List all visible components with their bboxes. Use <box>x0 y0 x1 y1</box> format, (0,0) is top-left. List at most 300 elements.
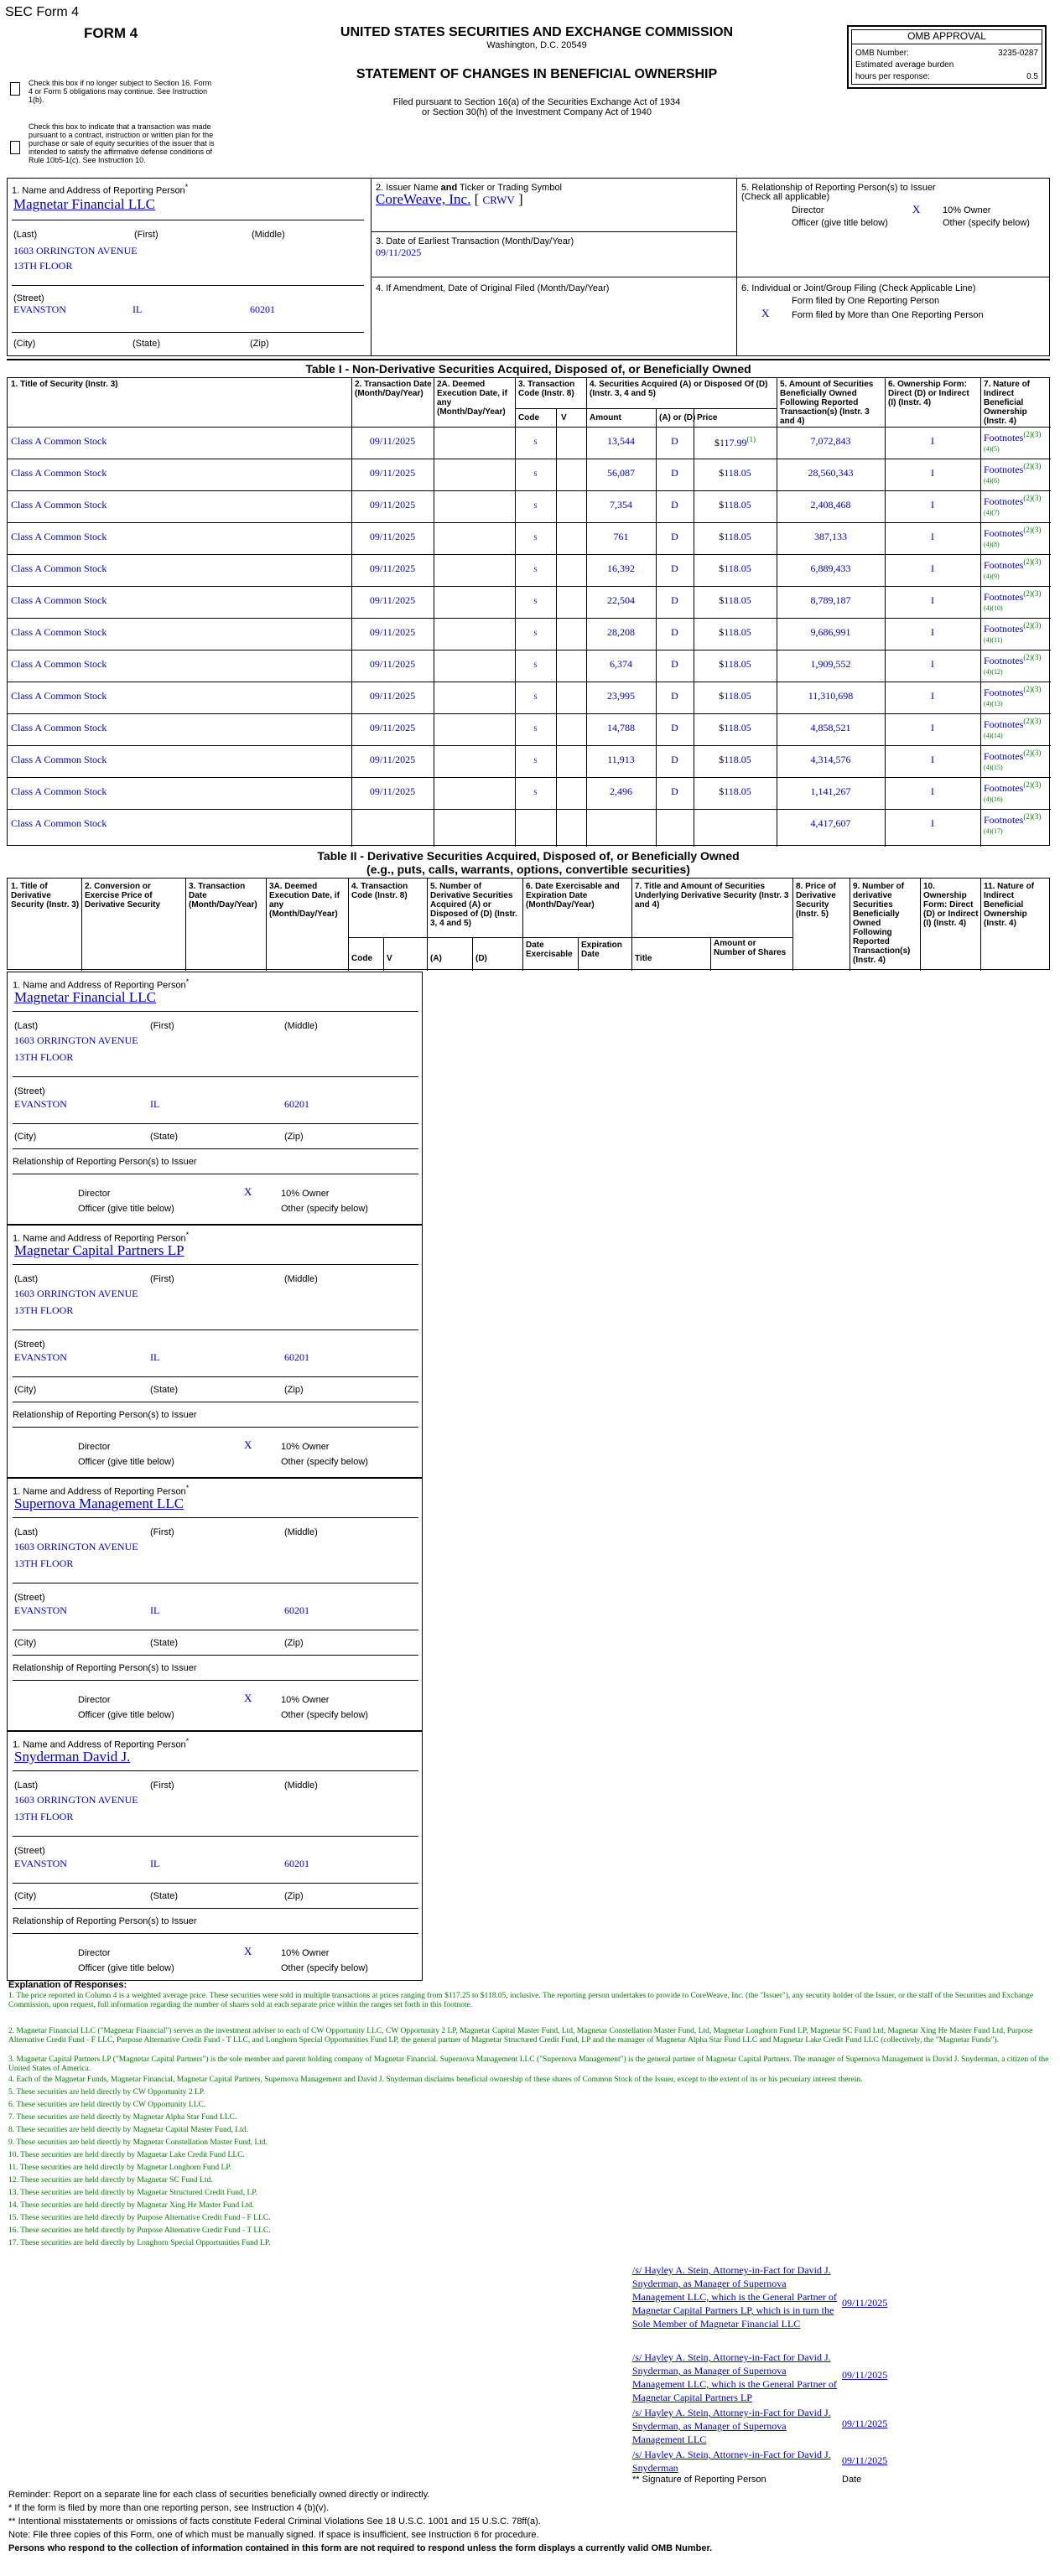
row-owned: 4,858,521 <box>810 722 851 733</box>
ten-pct-check: X <box>244 1692 252 1704</box>
row-owned: 2,408,468 <box>810 499 851 511</box>
row-price: $118.05 <box>719 531 751 542</box>
person-street2: 13TH FLOOR <box>14 1811 74 1822</box>
earliest-date: 09/11/2025 <box>376 246 422 258</box>
row-title: Class A Common Stock <box>11 594 107 606</box>
omb-approval-box <box>847 25 1047 89</box>
row-nature: Footnotes$^{(2)(3)}$ <box>984 685 1042 698</box>
row-date: 09/11/2025 <box>369 562 416 574</box>
row-price: $118.05 <box>719 722 751 733</box>
signature-date[interactable]: 09/11/2025 <box>842 2418 888 2429</box>
person-zip: 60201 <box>284 1604 309 1616</box>
row-date: 09/11/2025 <box>369 690 416 702</box>
first-label: (First) <box>150 1021 174 1031</box>
row-owned: 28,560,343 <box>808 467 854 479</box>
more-person-label: Form filed by More than One Reporting Person <box>792 310 984 320</box>
table2 <box>7 878 1050 970</box>
person-name[interactable]: Magnetar Financial LLC <box>14 989 157 1005</box>
state-label: (State) <box>150 1385 179 1395</box>
person-name[interactable]: Supernova Management LLC <box>14 1495 184 1511</box>
row-owned: 11,310,698 <box>808 690 854 702</box>
page-header: SEC Form 4 <box>5 5 80 19</box>
last-label: (Last) <box>14 1780 39 1791</box>
row-nature: Footnotes$^{(2)(3)}$ <box>984 621 1042 635</box>
table2-title-1: Table II - Derivative Securities Acquired, Disposed of, or Beneficially Owned <box>317 849 740 863</box>
row-date: 09/11/2025 <box>369 594 416 606</box>
row-nature: Footnotes$^{(2)(3)}$ <box>984 717 1042 730</box>
section5-label: 5. Relationship of Reporting Person(s) to Issuer <box>741 183 936 193</box>
row-nature-footnote: (4)(11) <box>984 636 1003 644</box>
th-date: 2. Transaction Date (Month/Day/Year) <box>355 380 432 398</box>
section1-label: 1. Name and Address of Reporting Person* <box>12 183 189 196</box>
zip-label: (Zip) <box>250 339 269 349</box>
reporting-person-block <box>7 1478 423 1731</box>
person-label: 1. Name and Address of Reporting Person* <box>13 1737 190 1750</box>
footnote: 9. These securities are held directly by Magnetar Constellation Master Fund, Ltd. <box>8 2138 268 2147</box>
zip: 60201 <box>250 303 275 315</box>
row-date: 09/11/2025 <box>369 531 416 542</box>
person-street1: 1603 ORRINGTON AVENUE <box>14 1541 138 1552</box>
th-nature: 7. Nature of Indirect Beneficial Ownership (Instr. 4) <box>984 380 1031 426</box>
section5-sub: (Check all applicable) <box>741 192 830 202</box>
agency-name: UNITED STATES SECURITIES AND EXCHANGE COMMISSION <box>340 25 734 39</box>
middle-label: (Middle) <box>284 1527 318 1537</box>
person-city: EVANSTON <box>14 1858 67 1869</box>
row-date: 09/11/2025 <box>369 435 416 447</box>
person-label: 1. Name and Address of Reporting Person* <box>13 1484 190 1497</box>
row-amount: 7,354 <box>610 499 632 511</box>
rule10b5-text: Check this box to indicate that a transaction was made pursuant to a contract, instruction or written plan for the purchase or sale of equity securities of the issuer that is intended to satisfy the affirmative defense conditions of Rule 10b5-1(c). See Instruction 10. <box>29 122 215 164</box>
row-amount: 2,496 <box>610 785 632 797</box>
row-price: $118.05 <box>719 626 751 638</box>
row-ad: D <box>671 531 678 542</box>
city-label: (City) <box>14 1132 37 1142</box>
row-amount: 761 <box>613 531 629 542</box>
row-form: I <box>931 722 934 733</box>
row-ad: D <box>671 754 678 765</box>
row-code: s <box>533 499 538 511</box>
ten-pct-check: X <box>244 1438 252 1451</box>
row-form: I <box>931 626 934 638</box>
ten-pct-check: X <box>244 1185 252 1198</box>
row-price: $117.99$^{(1)}$ <box>714 435 756 448</box>
person-state: IL <box>150 1604 160 1616</box>
explanation-title: Explanation of Responses: <box>8 1980 127 1990</box>
reminder-line: ** Intentional misstatements or omissions of facts constitute Federal Criminal Violations See 18 U.S.C. 1001 and 15 U.S.C. 78ff(a). <box>8 2516 541 2527</box>
last-label: (Last) <box>14 1527 39 1537</box>
street-label: (Street) <box>14 1593 45 1603</box>
row-code: s <box>533 690 538 702</box>
section16-text: Check this box if no longer subject to Section 16. Form 4 or Form 5 obligations may continue. See Instruction 1(b). <box>29 79 212 104</box>
th-deemed: 2A. Deemed Execution Date, if any (Month/Day/Year) <box>437 380 507 417</box>
row-title: Class A Common Stock <box>11 467 107 479</box>
th2-amt-sub: Amount or Number of Shares <box>714 939 787 957</box>
section16-checkbox[interactable] <box>10 82 20 96</box>
state-label: (State) <box>132 339 161 349</box>
row-price: $118.05 <box>719 754 751 765</box>
statement-title: STATEMENT OF CHANGES IN BENEFICIAL OWNERSHIP <box>356 67 718 81</box>
section6-label: 6. Individual or Joint/Group Filing (Check Applicable Line) <box>741 283 976 293</box>
row-nature-footnote: (4)(7) <box>984 509 1000 516</box>
person-street1: 1603 ORRINGTON AVENUE <box>14 1794 138 1806</box>
state: IL <box>132 303 143 315</box>
issuer-name[interactable]: CoreWeave, Inc. <box>376 191 471 207</box>
row-owned: 6,889,433 <box>810 562 851 574</box>
th2-code: 4. Transaction Code (Instr. 8) <box>351 882 408 900</box>
signature-date[interactable]: 09/11/2025 <box>842 2369 888 2381</box>
ten-pct-check: X <box>244 1945 252 1957</box>
row-date: 09/11/2025 <box>369 785 416 797</box>
state-label: (State) <box>150 1132 179 1142</box>
row-price: $118.05 <box>719 467 751 479</box>
signature-date[interactable]: 09/11/2025 <box>842 2454 888 2466</box>
row-ad: D <box>671 722 678 733</box>
row-ad: D <box>671 785 678 797</box>
footnote: 11. These securities are held directly by Magnetar Longhorn Fund LP. <box>8 2164 231 2172</box>
row-title: Class A Common Stock <box>11 785 107 797</box>
issuer-line: CoreWeave, Inc. [ CRWV ] <box>376 191 523 207</box>
footnote: 8. These securities are held directly by Magnetar Capital Master Fund, Ltd. <box>8 2126 248 2134</box>
table1-title: Table I - Non-Derivative Securities Acquired, Disposed of, or Beneficially Owned <box>305 362 751 376</box>
row-nature-footnote: (4)(6) <box>984 477 1000 485</box>
row-code: s <box>533 531 538 542</box>
street2: 13TH FLOOR <box>13 260 73 272</box>
director-label: Director <box>792 205 824 215</box>
th-owned: 5. Amount of Securities Beneficially Owned Following Reported Transaction(s) (Instr. 3 and 4) <box>780 380 874 426</box>
row-title: Class A Common Stock <box>11 722 107 733</box>
th-form: 6. Ownership Form: Direct (D) or Indirect (I) (Instr. 4) <box>888 380 969 407</box>
th-code: 3. Transaction Code (Instr. 8) <box>518 380 575 398</box>
row-nature: Footnotes$^{(2)(3)}$ <box>984 653 1042 666</box>
relationship-label: Relationship of Reporting Person(s) to Issuer <box>13 1663 197 1673</box>
person-city: EVANSTON <box>14 1351 67 1363</box>
ticker: CRWV <box>482 194 515 206</box>
middle-label: (Middle) <box>284 1780 318 1791</box>
section3-label: 3. Date of Earliest Transaction (Month/Day/Year) <box>376 236 574 246</box>
th2-underlying: 7. Title and Amount of Securities Underlying Derivative Security (Instr. 3 and 4) <box>635 882 789 910</box>
form-title: FORM 4 <box>84 25 138 41</box>
row-nature: Footnotes$^{(2)(3)}$ <box>984 589 1042 603</box>
row-title: Class A Common Stock <box>11 435 107 447</box>
more-person-check: X <box>761 307 770 319</box>
row-code: s <box>533 626 538 638</box>
th2-deemed: 3A. Deemed Execution Date, if any (Month/Day/Year) <box>269 882 340 919</box>
row-owned: 4,314,576 <box>810 754 851 765</box>
filed-pursuant-2: or Section 30(h) of the Investment Company Act of 1940 <box>422 107 652 117</box>
city: EVANSTON <box>13 303 66 315</box>
ten-pct-label: 10% Owner <box>281 1189 330 1199</box>
section4-label: 4. If Amendment, Date of Original Filed (Month/Day/Year) <box>376 283 610 293</box>
signature-date[interactable]: 09/11/2025 <box>842 2297 888 2309</box>
row-amount: 22,504 <box>607 594 635 606</box>
th2-exer-sub: Date Exercisable <box>526 941 573 959</box>
state-label: (State) <box>150 1891 179 1901</box>
date-label: Date <box>842 2475 862 2485</box>
row-title: Class A Common Stock <box>11 690 107 702</box>
row-date: 09/11/2025 <box>369 499 416 511</box>
row-title: Class A Common Stock <box>11 658 107 670</box>
ten-pct-label: 10% Owner <box>281 1695 330 1705</box>
signature-text[interactable]: /s/ Hayley A. Stein, Attorney-in-Fact for David J. Snyderman, as Manager of Supernova Management LLC, which is the General Partner of Magnetar Capital Partners LP, which is in turn the Sole Member of Magnetar Financial LLC <box>632 2264 837 2330</box>
row-nature: Footnotes$^{(2)(3)}$ <box>984 557 1042 571</box>
row-date: 09/11/2025 <box>369 658 416 670</box>
row-title: Class A Common Stock <box>11 531 107 542</box>
footnote: 17. These securities are held directly by Longhorn Special Opportunities Fund LP. <box>8 2239 271 2247</box>
th2-d-sub: (D) <box>475 954 487 963</box>
first-label: (First) <box>150 1527 174 1537</box>
row-price: $118.05 <box>719 785 751 797</box>
reminder-line: Note: File three copies of this Form, one of which must be manually signed. If space is insufficient, see Instruction 6 for procedure. <box>8 2530 539 2540</box>
other-label: Other (specify below) <box>281 1963 368 1973</box>
row-ad: D <box>671 594 678 606</box>
ten-pct-label: 10% Owner <box>943 205 991 215</box>
th2-title-sub: Title <box>635 954 652 963</box>
first-label: (First) <box>150 1780 174 1791</box>
row-code: s <box>533 594 538 606</box>
officer-label: Officer (give title below) <box>792 218 888 228</box>
agency-location: Washington, D.C. 20549 <box>486 40 587 50</box>
person-street1: 1603 ORRINGTON AVENUE <box>14 1034 138 1046</box>
row-nature-footnote: (4)(5) <box>984 445 1000 453</box>
person-label: 1. Name and Address of Reporting Person* <box>13 1231 190 1244</box>
last-label: (Last) <box>14 1274 39 1284</box>
other-label: Other (specify below) <box>281 1204 368 1214</box>
relationship-label: Relationship of Reporting Person(s) to Issuer <box>13 1410 197 1420</box>
th2-date: 3. Transaction Date (Month/Day/Year) <box>189 882 257 910</box>
row-nature: Footnotes$^{(2)(3)}$ <box>984 812 1042 826</box>
footnote: 12. These securities are held directly by Magnetar SC Fund Ltd. <box>8 2176 213 2185</box>
officer-label: Officer (give title below) <box>78 1963 174 1973</box>
row-amount: 13,544 <box>607 435 635 447</box>
th-v-sub: V <box>561 413 567 422</box>
rule10b5-checkbox[interactable] <box>10 141 20 154</box>
row-ad: D <box>671 435 678 447</box>
th-code-sub: Code <box>518 413 539 422</box>
row-form: I <box>931 499 934 511</box>
th-securities: 4. Securities Acquired (A) or Disposed Of (D) (Instr. 3, 4 and 5) <box>590 380 768 398</box>
person-street2: 13TH FLOOR <box>14 1304 74 1316</box>
row-amount: 23,995 <box>607 690 635 702</box>
row-nature-footnote: (4)(13) <box>984 700 1003 707</box>
omb-number-label: OMB Number: <box>855 49 909 58</box>
th2-form: 10. Ownership Form: Direct (D) or Indirect (I) (Instr. 4) <box>923 882 979 928</box>
person-zip: 60201 <box>284 1858 309 1869</box>
row-nature: Footnotes$^{(2)(3)}$ <box>984 526 1042 539</box>
row-price: $118.05 <box>719 499 751 511</box>
row-ad: D <box>671 562 678 574</box>
reporting-person-block <box>7 972 423 1225</box>
relationship-label: Relationship of Reporting Person(s) to Issuer <box>13 1157 197 1167</box>
row-price: $118.05 <box>719 658 751 670</box>
row-amount: 56,087 <box>607 467 635 479</box>
footnote: 10. These securities are held directly by Magnetar Lake Credit Fund LLC. <box>8 2151 245 2159</box>
director-label: Director <box>78 1189 111 1199</box>
director-label: Director <box>78 1948 111 1958</box>
footnote: 2. Magnetar Financial LLC ("Magnetar Financial") serves as the investment adviser to each of CW Opportunity LLC, CW Opportunity 2 LP, Magnetar Capital Master Fund, Ltd, Magnetar Constellation Master Fund, Ltd, Magnetar Longhorn Fund LP, Magnetar SC Fund Ltd, Magnetar Xing He Master Fund Ltd, Purpose Alternative Credit Fund - F LLC, Purpose Alternative Credit Fund - T LLC, and Longhorn Special Opportunities Fund LP, the general partner of Magnetar Structured Credit Fund, LP and the manager of Magnetar Alpha Star Fund LLC and Magnetar Lake Credit Fund LLC (collectively, the "Magnetar Funds"). <box>8 2027 1033 2045</box>
row-price: $118.05 <box>719 690 751 702</box>
row-form: I <box>931 531 934 542</box>
person-street2: 13TH FLOOR <box>14 1051 74 1063</box>
th2-price: 8. Price of Derivative Security (Instr. 5) <box>796 882 836 919</box>
row-date: 09/11/2025 <box>369 722 416 733</box>
row-ad: D <box>671 690 678 702</box>
section1-name[interactable]: Magnetar Financial LLC <box>13 196 156 212</box>
omb-hours: 0.5 <box>1026 72 1038 81</box>
city-label: (City) <box>14 1891 37 1901</box>
th2-v-sub: V <box>387 954 392 963</box>
signature-text[interactable]: /s/ Hayley A. Stein, Attorney-in-Fact for David J. Snyderman, as Manager of Supernova Management LLC <box>632 2407 831 2445</box>
officer-label: Officer (give title below) <box>78 1710 174 1720</box>
person-name[interactable]: Snyderman David J. <box>14 1749 131 1765</box>
reporting-person-block <box>7 1731 423 1981</box>
person-state: IL <box>150 1351 160 1363</box>
signature-text[interactable]: /s/ Hayley A. Stein, Attorney-in-Fact for David J. Snyderman <box>632 2449 831 2474</box>
row-amount: 6,374 <box>610 658 632 670</box>
street1: 1603 ORRINGTON AVENUE <box>13 245 138 257</box>
ten-pct-label: 10% Owner <box>281 1442 330 1452</box>
other-label: Other (specify below) <box>943 218 1030 228</box>
row-title: Class A Common Stock <box>11 626 107 638</box>
row-owned: 387,133 <box>814 531 847 542</box>
row-title: Class A Common Stock <box>11 817 107 829</box>
row-nature-footnote: (4)(9) <box>984 573 1000 580</box>
row-nature: Footnotes$^{(2)(3)}$ <box>984 494 1042 507</box>
row-owned: 4,417,607 <box>810 817 851 829</box>
section2-label: 2. Issuer Name and Ticker or Trading Symbol <box>376 183 562 193</box>
row-owned: 9,686,991 <box>810 626 851 638</box>
row-ad: D <box>671 626 678 638</box>
row-nature: Footnotes$^{(2)(3)}$ <box>984 780 1042 794</box>
row-code: s <box>533 785 538 797</box>
ten-pct-check: X <box>912 203 921 215</box>
person-zip: 60201 <box>284 1351 309 1363</box>
row-code: s <box>533 562 538 574</box>
last-label: (Last) <box>13 230 38 240</box>
reporting-info-section <box>7 178 1050 356</box>
row-amount: 14,788 <box>607 722 635 733</box>
row-code: s <box>533 658 538 670</box>
row-nature-footnote: (4)(16) <box>984 796 1003 803</box>
row-amount: 11,913 <box>607 754 635 765</box>
row-ad: D <box>671 658 678 670</box>
row-form: I <box>931 467 934 479</box>
city-label: (City) <box>14 1638 37 1648</box>
street-label: (Street) <box>14 1846 45 1856</box>
row-code: s <box>533 722 538 733</box>
zip-label: (Zip) <box>284 1891 304 1901</box>
th-ad-sub: (A) or (D) <box>659 413 696 422</box>
row-title: Class A Common Stock <box>11 754 107 765</box>
row-code: s <box>533 467 538 479</box>
footnote: 13. These securities are held directly by Magnetar Structured Credit Fund, LP. <box>8 2189 257 2197</box>
row-title: Class A Common Stock <box>11 499 107 511</box>
th2-number: 5. Number of Derivative Securities Acquired (A) or Disposed of (D) (Instr. 3, 4 and 5) <box>430 882 517 928</box>
director-label: Director <box>78 1695 111 1705</box>
row-nature-footnote: (4)(10) <box>984 604 1003 612</box>
signature-label: ** Signature of Reporting Person <box>632 2475 766 2485</box>
row-owned: 1,141,267 <box>810 785 851 797</box>
person-street2: 13TH FLOOR <box>14 1558 74 1569</box>
middle-label: (Middle) <box>284 1274 318 1284</box>
row-amount: 16,392 <box>607 562 635 574</box>
row-owned: 7,072,843 <box>810 435 851 447</box>
th-price-sub: Price <box>697 413 718 422</box>
row-form: I <box>931 817 934 829</box>
row-form: I <box>931 785 934 797</box>
omb-number: 3235-0287 <box>998 49 1038 58</box>
footnote: 16. These securities are held directly by Purpose Alternative Credit Fund - T LLC. <box>8 2226 271 2235</box>
row-nature-footnote: (4)(15) <box>984 764 1003 771</box>
officer-label: Officer (give title below) <box>78 1204 174 1214</box>
row-title: Class A Common Stock <box>11 562 107 574</box>
person-name[interactable]: Magnetar Capital Partners LP <box>14 1242 184 1258</box>
person-city: EVANSTON <box>14 1098 67 1110</box>
row-form: I <box>931 435 934 447</box>
row-nature-footnote: (4)(8) <box>984 541 1000 548</box>
footnote: 7. These securities are held directly by Magnetar Alpha Star Fund LLC. <box>8 2113 237 2122</box>
row-form: I <box>931 690 934 702</box>
person-state: IL <box>150 1858 160 1869</box>
row-nature-footnote: (4)(17) <box>984 827 1003 835</box>
state-label: (State) <box>150 1638 179 1648</box>
middle-label: (Middle) <box>252 230 285 240</box>
row-price: $118.05 <box>719 562 751 574</box>
row-nature-footnote: (4)(14) <box>984 732 1003 739</box>
th2-exercisable: 6. Date Exercisable and Expiration Date (Month/Day/Year) <box>526 882 620 910</box>
zip-label: (Zip) <box>284 1385 304 1395</box>
row-code: s <box>533 754 538 765</box>
th2-a-sub: (A) <box>430 954 442 963</box>
row-form: I <box>931 594 934 606</box>
row-form: I <box>931 658 934 670</box>
th2-code-sub: Code <box>351 954 372 963</box>
street-label: (Street) <box>14 1340 45 1350</box>
ten-pct-label: 10% Owner <box>281 1948 330 1958</box>
row-amount: 28,208 <box>607 626 635 638</box>
footnote: 4. Each of the Magnetar Funds, Magnetar Financial, Magnetar Capital Partners, Supernova Management and David J. Snyderman disclaims beneficial ownership of these shares of Common Stock of the Issuer, except to the extent of its or his pecuniary interest therein. <box>8 2076 863 2084</box>
city-label: (City) <box>13 339 36 349</box>
th2-nature: 11. Nature of Indirect Beneficial Ownership (Instr. 4) <box>984 882 1035 928</box>
table2-title-2: (e.g., puts, calls, warrants, options, convertible securities) <box>366 863 690 876</box>
person-street1: 1603 ORRINGTON AVENUE <box>14 1288 138 1299</box>
th2-exp-sub: Expiration Date <box>581 941 622 959</box>
footnote: 3. Magnetar Capital Partners LP ("Magnetar Capital Partners") is the sole member and parent holding company of Magnetar Financial. Supernova Management LLC ("Supernova Management") is the general partner of Magnetar Capital Partners. The manager of Supernova Management is David J. Snyderman, a citizen of the United States of America. <box>8 2055 1049 2073</box>
last-label: (Last) <box>14 1021 39 1031</box>
other-label: Other (specify below) <box>281 1710 368 1720</box>
other-label: Other (specify below) <box>281 1457 368 1467</box>
signature-text[interactable]: /s/ Hayley A. Stein, Attorney-in-Fact for David J. Snyderman, as Manager of Supernova Management LLC, which is the General Partner of Magnetar Capital Partners LP <box>632 2351 837 2403</box>
reminder-line: * If the form is filed by more than one reporting person, see Instruction 4 (b)(v). <box>8 2503 330 2513</box>
person-zip: 60201 <box>284 1098 309 1110</box>
footnote: 14. These securities are held directly by Magnetar Xing He Master Fund Ltd. <box>8 2201 255 2210</box>
row-nature: Footnotes$^{(2)(3)}$ <box>984 430 1042 443</box>
person-city: EVANSTON <box>14 1604 67 1616</box>
th2-title: 1. Title of Derivative Security (Instr. 3) <box>11 882 80 910</box>
footnote: 15. These securities are held directly by Purpose Alternative Credit Fund - F LLC. <box>8 2214 271 2222</box>
footnote: 1. The price reported in Column 4 is a weighted average price. These securities were sold in multiple transactions at prices ranging from $117.25 to $118.05, inclusive. The reporting person undertakes to provide to CoreWeave, Inc. (the "Issuer"), any security holder of the Issuer, or the staff of the Securities and Exchange Commission, upon request, full information regarding the number of shares sold at each separate price within the ranges set forth in this footnote. <box>8 1992 1034 2009</box>
city-label: (City) <box>14 1385 37 1395</box>
row-form: I <box>931 562 934 574</box>
omb-burden-label: Estimated average burden <box>855 60 954 70</box>
table1 <box>7 377 1050 846</box>
row-code: s <box>533 435 538 447</box>
person-label: 1. Name and Address of Reporting Person* <box>13 977 190 991</box>
one-person-label: Form filed by One Reporting Person <box>792 296 940 306</box>
middle-label: (Middle) <box>284 1021 318 1031</box>
reporting-person-block <box>7 1225 423 1478</box>
filed-pursuant-1: Filed pursuant to Section 16(a) of the Securities Exchange Act of 1934 <box>392 97 681 107</box>
zip-label: (Zip) <box>284 1638 304 1648</box>
